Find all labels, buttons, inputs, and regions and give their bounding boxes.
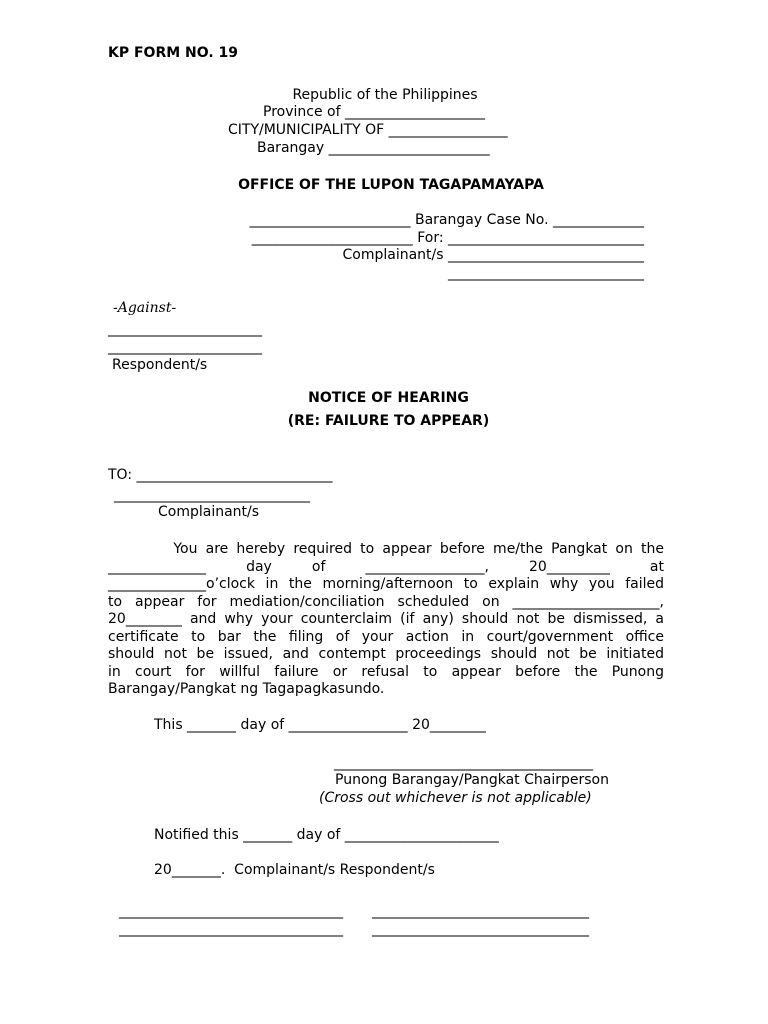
body-line: to appear for mediation/conciliation scheduled on _____________________, — [108, 593, 664, 610]
respondent-blank-1: ______________________ — [108, 321, 262, 337]
notified-line: Notified this _______ day of ______________________ — [154, 827, 499, 843]
form-number: KP FORM NO. 19 — [108, 45, 239, 61]
body-line: ______________ day of _________________, 20_________ at — [108, 558, 664, 575]
signature-blank-right-2: _______________________________ — [372, 921, 589, 937]
header-city: CITY/MUNICIPALITY OF _________________ — [228, 122, 508, 138]
body-line: certificate to bar the filing of your action in court/government office — [108, 628, 664, 645]
signature-blank-left-2: ________________________________ — [119, 921, 343, 937]
against-label: -Against- — [113, 300, 177, 316]
to-complainants-label: Complainant/s — [158, 504, 260, 520]
respondents-label: Respondent/s — [112, 357, 208, 373]
body-line: 20________ and why your counterclaim (if any) should not be dismissed, a — [108, 611, 664, 627]
case-for-line: _______________________ For: ____________________________ — [251, 230, 644, 246]
case-complainants-line: Complainant/s ____________________________ — [342, 247, 644, 263]
body-line: You are hereby required to appear before me/the Pangkat on the — [108, 541, 664, 557]
notice-title: NOTICE OF HEARING — [308, 390, 469, 406]
signature-note: (Cross out whichever is not applicable) — [319, 790, 592, 806]
body-line: in court for willful failure or refusal to appear before the Punong — [108, 663, 664, 680]
body-line: Barangay/Pangkat ng Tagapagkasundo. — [108, 681, 385, 697]
notified-parties-line: 20_______. Complainant/s Respondent/s — [154, 862, 435, 878]
to-blank: ____________________________ — [114, 487, 310, 503]
respondent-blank-2: ______________________ — [108, 339, 262, 355]
office-title: OFFICE OF THE LUPON TAGAPAMAYAPA — [238, 177, 544, 193]
header-province: Province of ____________________ — [263, 104, 485, 120]
case-number-line: _______________________ Barangay Case No. _____________ — [249, 212, 644, 228]
signature-blank-left-1: ________________________________ — [119, 903, 343, 919]
date-line: This _______ day of _________________ 20________ — [154, 717, 486, 733]
body-paragraph — [108, 541, 664, 699]
signature-title: Punong Barangay/Pangkat Chairperson — [335, 772, 609, 788]
signature-blank-right-1: _______________________________ — [372, 903, 589, 919]
notice-subtitle: (RE: FAILURE TO APPEAR) — [287, 413, 490, 429]
signature-line: _____________________________________ — [334, 755, 593, 771]
case-extra-line: ____________________________ — [448, 265, 644, 281]
body-line: ______________o’clock in the morning/afternoon to explain why you failed — [108, 576, 664, 592]
header-republic: Republic of the Philippines — [292, 87, 478, 103]
to-line: TO: ____________________________ — [108, 467, 333, 483]
header-barangay: Barangay _______________________ — [257, 140, 490, 156]
body-line: should not be issued, and contempt proceedings should not be initiated — [108, 646, 664, 662]
